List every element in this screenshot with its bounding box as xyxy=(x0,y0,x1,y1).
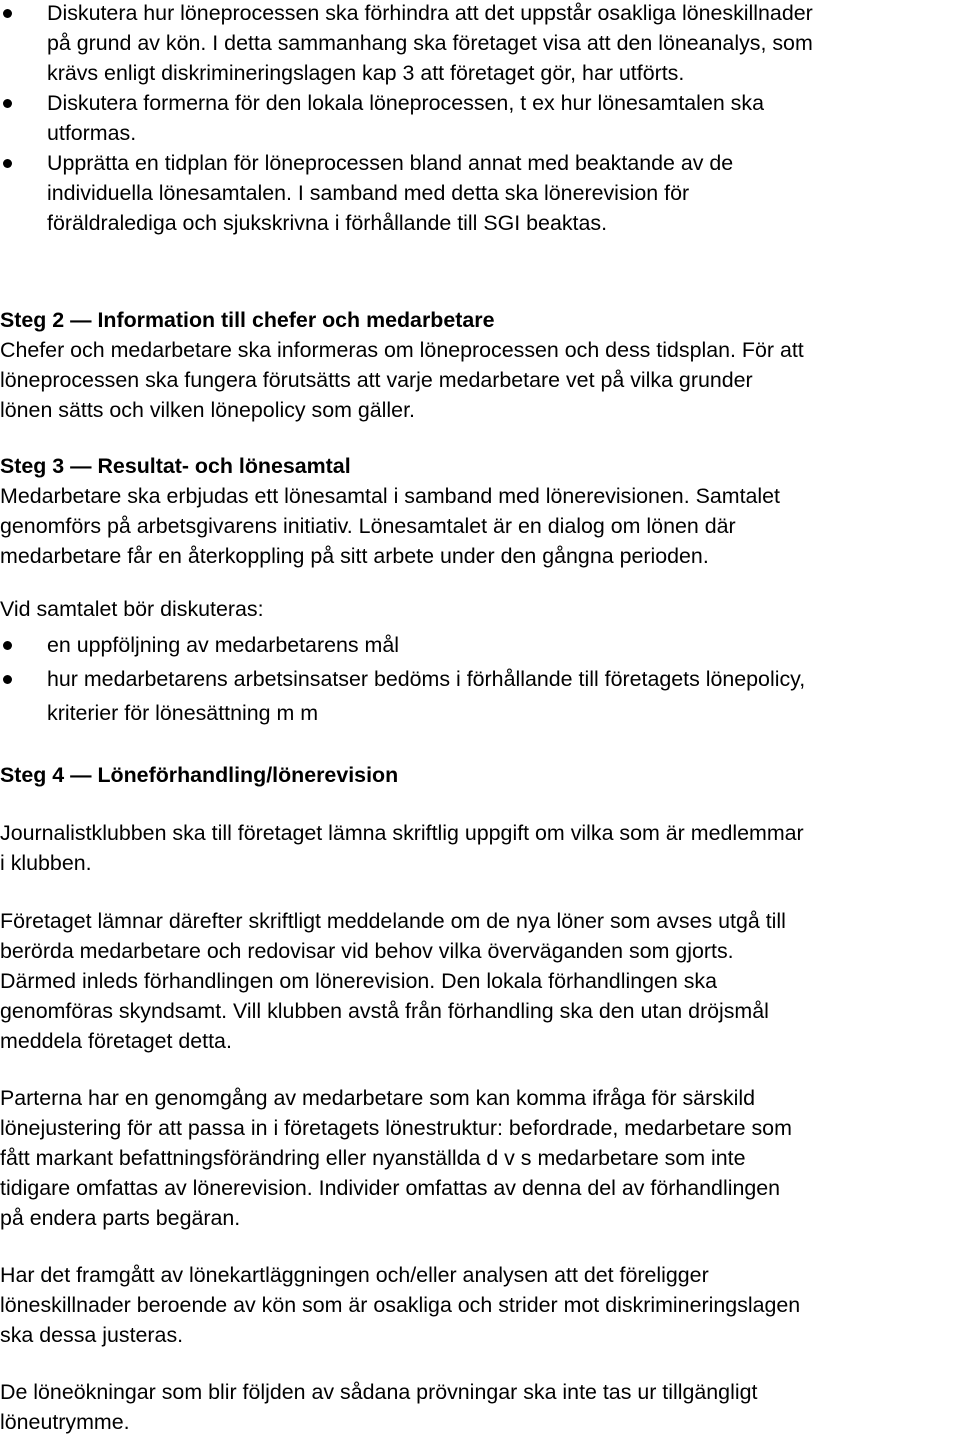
list-item xyxy=(0,662,960,730)
steg4-paragraph: Har det framgått av lönekartläggningen och/eller analysen att det föreligger löneskillnader beroende av kön som är osakliga och strider mot diskrimineringslagen ska dessa justeras. xyxy=(0,1263,801,1347)
steg3-discuss-intro: Vid samtalet bör diskuteras: xyxy=(0,597,264,621)
bullet-text: hur medarbetarens arbetsinsatser bedöms i förhållande till företagets lönepolicy, kriterier för lönesättning m m xyxy=(47,667,806,725)
steg4-paragraph: De löneökningar som blir följden av sådana prövningar ska inte tas ur tillgängligt löneutrymme. xyxy=(0,1380,758,1434)
bullet-text: Diskutera hur löneprocessen ska förhindra att det uppstår osakliga löneskillnader på grund av kön. I detta sammanhang ska företaget visa att den löneanalys, som krävs enligt diskrimineringslagen kap 3 att företaget gör, har utförts. xyxy=(47,1,813,85)
list-item xyxy=(0,628,960,662)
bullet-icon xyxy=(3,641,12,650)
bullet-icon xyxy=(3,159,12,168)
list-item xyxy=(0,148,960,238)
steg4-paragraph: Parterna har en genomgång av medarbetare som kan komma ifråga för särskild lönejustering för att passa in i företagets lönestruktur: befordrade, medarbetare som fått markant befattningsförändring eller nyanställda d v s medarbetare som inte tidigare omfattas av lönerevision. Individer omfattas av denna del av förhandlingen på endera parts begäran. xyxy=(0,1086,792,1230)
bullet-icon xyxy=(3,675,12,684)
steg3-heading: Steg 3 — Resultat- och lönesamtal xyxy=(0,454,351,478)
list-item xyxy=(0,0,960,88)
steg3-text: Medarbetare ska erbjudas ett lönesamtal i samband med lönerevisionen. Samtalet genomförs på arbetsgivarens initiativ. Lönesamtalet är en dialog om lönen där medarbetare får en återkoppling på sitt arbete under den gångna perioden. xyxy=(0,484,780,568)
steg2-heading: Steg 2 — Information till chefer och medarbetare xyxy=(0,308,495,332)
steg4-paragraph: Journalistklubben ska till företaget lämna skriftlig uppgift om vilka som är medlemmar i klubben. xyxy=(0,821,804,875)
bullet-text: Diskutera formerna för den lokala löneprocessen, t ex hur lönesamtalen ska utformas. xyxy=(47,91,764,145)
bullet-text: Upprätta en tidplan för löneprocessen bland annat med beaktande av de individuella lönesamtalen. I samband med detta ska lönerevision för föräldralediga och sjukskrivna i förhållande till SGI beaktas. xyxy=(47,151,734,235)
bullet-text: en uppföljning av medarbetarens mål xyxy=(47,633,399,657)
steg2-text: Chefer och medarbetare ska informeras om löneprocessen och dess tidsplan. För att löneprocessen ska fungera förutsätts att varje medarbetare vet på vilka grunder lönen sätts och vilken lönepolicy som gäller. xyxy=(0,338,804,422)
steg4-heading: Steg 4 — Löneförhandling/lönerevision xyxy=(0,763,399,787)
steg3-discuss-list xyxy=(0,628,960,730)
bullet-icon xyxy=(3,99,12,108)
steg4-paragraph: Företaget lämnar därefter skriftligt meddelande om de nya löner som avses utgå till berörda medarbetare och redovisar vid behov vilka överväganden som gjorts. Därmed inleds förhandlingen om lönerevision. Den lokala förhandlingen ska genomföras skyndsamt. Vill klubben avstå från förhandling ska den utan dröjsmål meddela företaget detta. xyxy=(0,909,786,1053)
intro-bullet-list xyxy=(0,0,960,238)
bullet-icon xyxy=(3,9,12,18)
list-item xyxy=(0,88,960,148)
